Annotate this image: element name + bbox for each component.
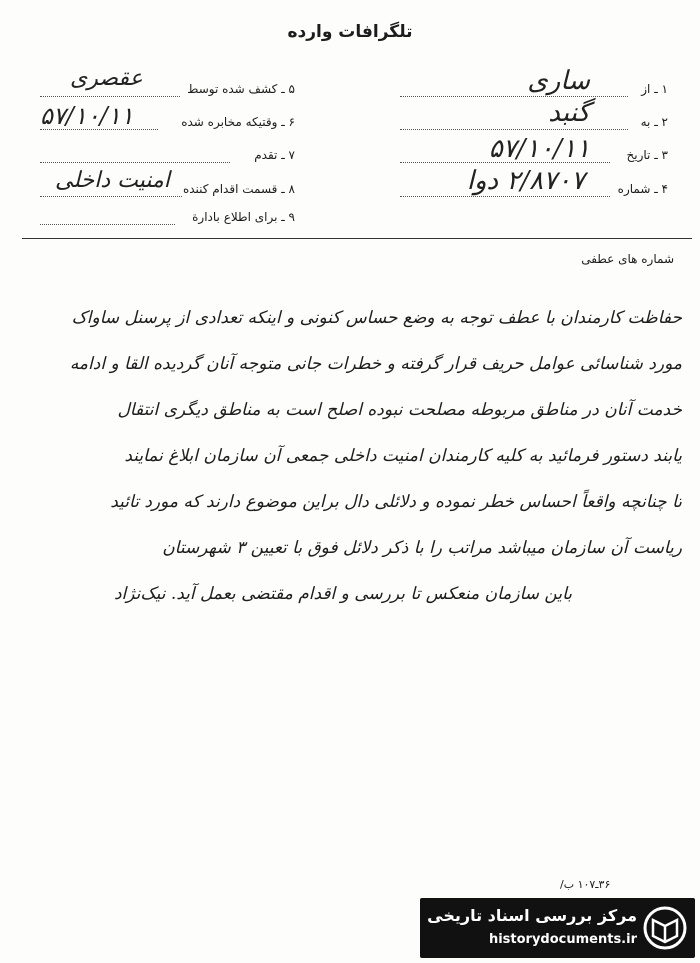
field-to-label: ۲ ـ به [640,115,668,129]
field-date-label: ۳ ـ تاریخ [626,148,668,162]
archive-book-icon [643,906,687,950]
field-transmitted-value: ۵۷/۱۰/۱۱ [40,102,134,130]
field-decoded-by-value: عقصری [70,66,143,91]
watermark-logo [420,898,695,958]
watermark-text-fa: مرکز بررسی اسناد تاریخی [427,906,637,925]
body-line: مورد شناسائی عوامل حریف قرار گرفته و خطرات جانی متوجه آنان گردیده القا و ادامه [69,354,682,374]
body-line: حفاظت کارمندان با عطف توجه به وضع حساس کنونی و اینکه تعدادی از پرسنل ساواک [71,308,682,328]
field-priority-line [40,162,230,163]
field-info-to-line [40,224,175,225]
telegram-body [10,295,682,617]
body-line: خدمت آنان در مناطق مربوطه مصلحت نبوده اصلح است به مناطق دیگری انتقال [117,400,682,420]
field-from-value: ساری [527,66,590,96]
field-number-value: ۲/۸۷۰۷ دوا [466,166,585,196]
field-decoded-by-line [40,96,180,97]
reference-numbers-label: شماره های عطفی [581,252,674,266]
field-transmitted-label: ۶ ـ وقتیکه مخابره شده [181,115,295,129]
field-from-line [400,96,628,97]
field-number-line [400,196,610,197]
body-line: باین سازمان منعکس تا بررسی و اقدام مقتضی بعمل آید. نیک‌نژاد [113,584,572,604]
document-number: ۳۶ـ۱۰۷ ب/ [560,878,611,891]
field-decoded-by-label: ۵ ـ کشف شده توسط [187,82,295,96]
watermark-text-en: historydocuments.ir [488,932,637,947]
document-title: تلگرافات وارده [287,22,413,42]
field-number-label: ۴ ـ شماره [617,182,668,196]
header-divider [22,238,692,239]
field-from-label: ۱ ـ از [641,82,668,96]
field-action-dept-label: ۸ ـ قسمت اقدام کننده [182,182,295,196]
body-line: تا چنانچه واقعاً احساس خطر نموده و دلائلی دال براین موضوع دارند که مورد تائید [110,492,682,512]
field-to-value: گنبد [548,98,590,128]
field-to-line [400,129,628,130]
field-action-dept-line [40,196,182,197]
body-line: ریاست آن سازمان میباشد مراتب را با ذکر دلائل فوق با تعیین ۳ شهرستان [162,538,682,558]
field-action-dept-value: امنیت داخلی [55,168,170,193]
field-date-value: ۵۷/۱۰/۱۱ [488,134,590,164]
field-info-to-label: ۹ ـ برای اطلاع بادارة [192,210,295,224]
field-priority-label: ۷ ـ تقدم [254,148,295,162]
body-line: یابند دستور فرمائید به کلیه کارمندان امنیت داخلی جمعی آن سازمان ابلاغ نمایند [124,446,682,466]
